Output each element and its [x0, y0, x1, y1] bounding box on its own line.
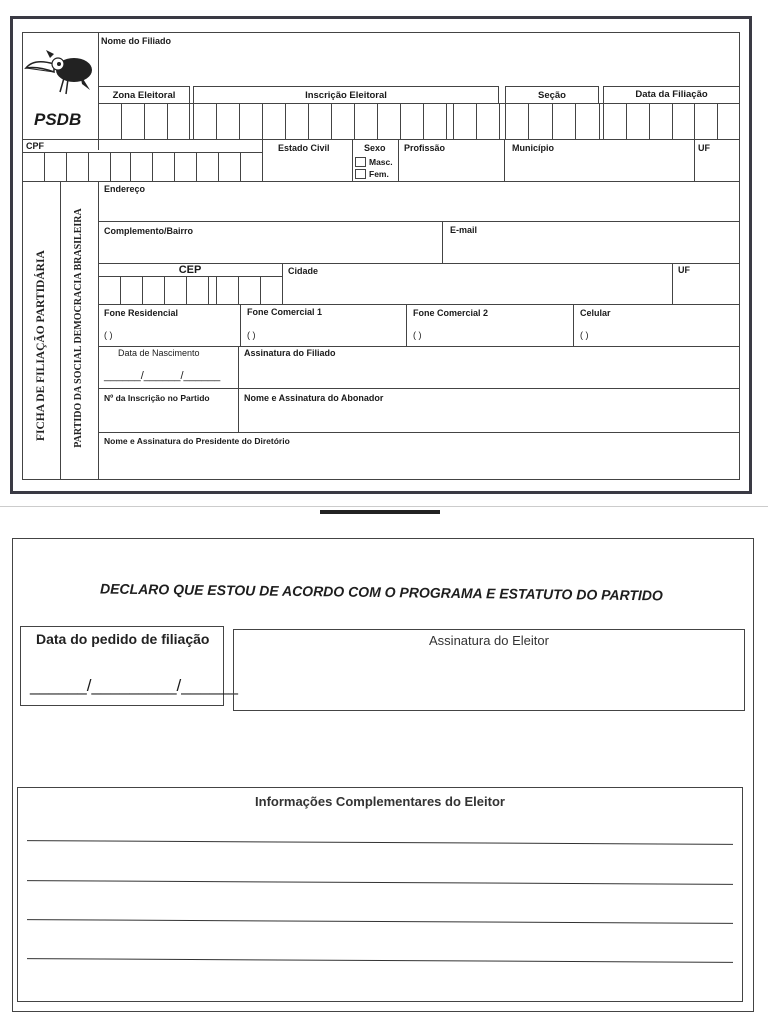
masc-checkbox[interactable] [355, 157, 366, 167]
estado-civil-label: Estado Civil [278, 143, 330, 153]
data-nasc-field[interactable]: ______/______/______ [104, 370, 221, 382]
info-comp-label: Informações Complementares do Eleitor [255, 794, 505, 809]
cep-label: CEP [178, 264, 202, 276]
uf2-label: UF [678, 265, 690, 275]
fem-checkbox[interactable] [355, 169, 366, 179]
complemento-label: Complemento/Bairro [104, 226, 194, 236]
nome-field[interactable] [99, 48, 739, 84]
fone-com2-paren: ( ) [413, 330, 422, 340]
fone-res-label: Fone Residencial [104, 308, 179, 318]
declaration-text: DECLARO QUE ESTOU DE ACORDO COM O PROGRAMA E ESTATUTO DO PARTIDO [99, 580, 663, 604]
page-fold [0, 506, 768, 507]
num-inscricao-label: Nº da Inscrição no Partido [104, 393, 210, 403]
municipio-label: Município [512, 143, 554, 153]
presidente-label: Nome e Assinatura do Presidente do Diretório [104, 436, 290, 446]
party-acronym: PSDB [34, 110, 82, 129]
data-nasc-label: Data de Nascimento [118, 348, 200, 358]
cidade-label: Cidade [288, 266, 319, 276]
cpf-label: CPF [26, 141, 44, 151]
fone-com1-paren: ( ) [247, 330, 256, 340]
secao-label: Seção [538, 90, 566, 101]
party-full-name: PARTIDO DA SOCIAL DEMOCRACIA BRASILEIRA [73, 208, 84, 448]
masc-label: Masc. [369, 157, 393, 167]
profissao-label: Profissão [404, 143, 446, 153]
assinatura-filiado-label: Assinatura do Filiado [244, 348, 336, 358]
celular-label: Celular [580, 308, 611, 318]
assinatura-eleitor-label: Assinatura do Eleitor [429, 633, 549, 648]
data-pedido-label: Data do pedido de filiação [36, 631, 210, 647]
fone-com1-label: Fone Comercial 1 [247, 307, 323, 317]
inscricao-label: Inscrição Eleitoral [305, 90, 387, 101]
info-comp-box[interactable] [17, 787, 743, 1002]
form-title: FICHA DE FILIAÇÃO PARTIDÁRIA [35, 250, 47, 441]
fem-label: Fem. [369, 169, 389, 179]
data-filiacao-label: Data da Filiação [635, 89, 708, 100]
toucan-logo [24, 44, 96, 102]
sexo-label: Sexo [364, 143, 386, 153]
data-pedido-field[interactable]: ______/_________/______ [30, 676, 238, 695]
endereco-label: Endereço [104, 184, 146, 194]
zona-label: Zona Eleitoral [112, 90, 176, 101]
abonador-label: Nome e Assinatura do Abonador [244, 393, 384, 403]
email-label: E-mail [450, 225, 478, 235]
divider-mark [320, 510, 440, 514]
fone-res-paren: ( ) [104, 330, 113, 340]
celular-paren: ( ) [580, 330, 589, 340]
fone-com2-label: Fone Comercial 2 [413, 308, 489, 318]
nome-label: Nome do Filiado [101, 36, 172, 46]
uf-label: UF [698, 143, 710, 153]
